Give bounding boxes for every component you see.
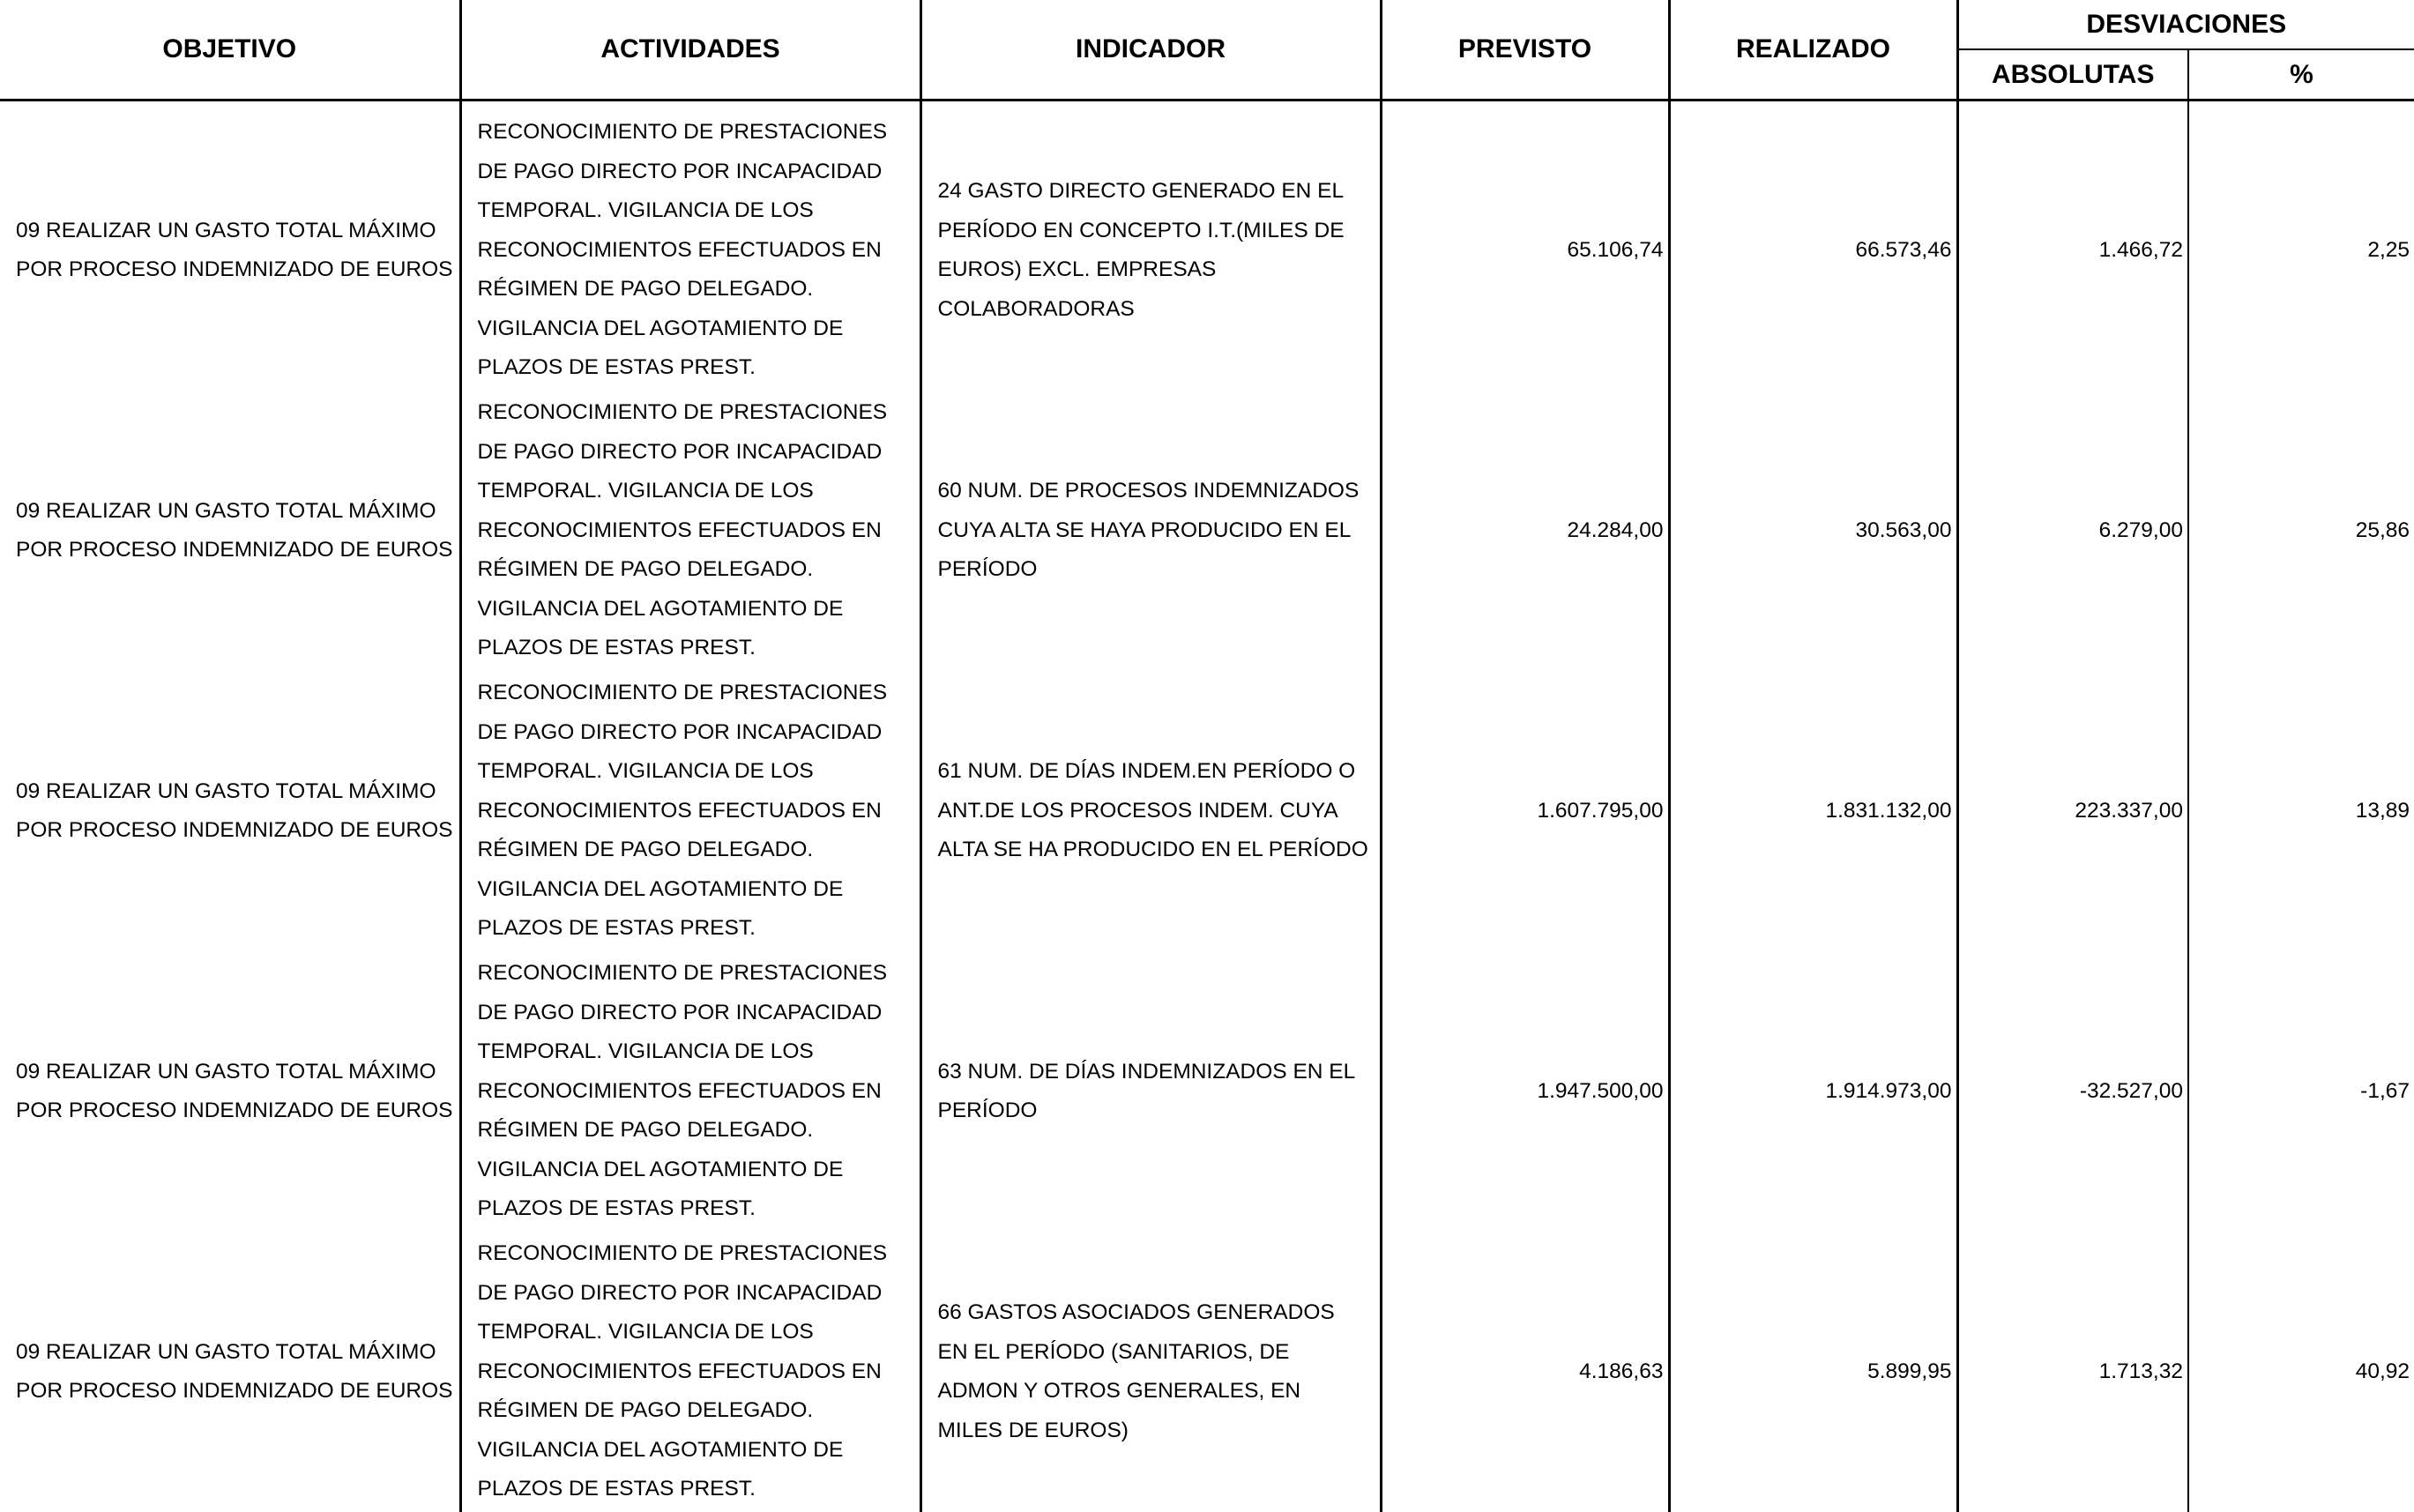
- cell-indicador-line: 66 GASTOS ASOCIADOS GENERADOS: [937, 1300, 1335, 1324]
- header-realizado: REALIZADO: [1669, 0, 1957, 101]
- cell-actividades-line: RÉGIMEN DE PAGO DELEGADO.: [477, 838, 814, 862]
- cell-actividades-line: RECONOCIMIENTOS EFECTUADOS EN: [477, 1078, 882, 1103]
- cell-objetivo-line: POR PROCESO INDEMNIZADO DE EUROS: [16, 818, 453, 842]
- table-row: [0, 671, 2414, 951]
- cell-actividades-line: RECONOCIMIENTOS EFECTUADOS EN: [477, 237, 882, 262]
- cell-actividades-line: DE PAGO DIRECTO POR INCAPACIDAD: [477, 1280, 883, 1305]
- cell-objetivo: [0, 391, 460, 671]
- cell-porcentaje: -1,67: [2188, 951, 2414, 1232]
- cell-actividades-line: PLAZOS DE ESTAS PREST.: [477, 916, 756, 941]
- cell-objetivo-line: 09 REALIZAR UN GASTO TOTAL MÁXIMO: [16, 1339, 436, 1364]
- cell-indicador-line: COLABORADORAS: [937, 296, 1135, 321]
- cell-objetivo: [0, 951, 460, 1232]
- cell-objetivo: [0, 671, 460, 951]
- cell-actividades-line: RÉGIMEN DE PAGO DELEGADO.: [477, 1398, 814, 1423]
- table-row: [0, 1232, 2414, 1512]
- cell-indicador-line: 63 NUM. DE DÍAS INDEMNIZADOS EN EL: [937, 1059, 1356, 1084]
- cell-porcentaje: 25,86: [2188, 391, 2414, 671]
- cell-realizado: 30.563,00: [1669, 391, 1957, 671]
- cell-actividades-line: DE PAGO DIRECTO POR INCAPACIDAD: [477, 1000, 883, 1024]
- cell-absolutas: -32.527,00: [1957, 951, 2188, 1232]
- cell-actividades-line: VIGILANCIA DEL AGOTAMIENTO DE: [477, 1437, 844, 1462]
- header-indicador: INDICADOR: [920, 0, 1381, 101]
- cell-previsto: 1.947.500,00: [1381, 951, 1669, 1232]
- cell-previsto: 4.186,63: [1381, 1232, 1669, 1512]
- cell-actividades: [460, 671, 920, 951]
- cell-indicador-line: PERÍODO EN CONCEPTO I.T.(MILES DE: [937, 218, 1345, 242]
- cell-indicador: [920, 671, 1381, 951]
- cell-actividades-line: RECONOCIMIENTOS EFECTUADOS EN: [477, 1359, 882, 1383]
- cell-actividades-line: RECONOCIMIENTO DE PRESTACIONES: [477, 1241, 888, 1266]
- cell-indicador-line: CUYA ALTA SE HAYA PRODUCIDO EN EL: [937, 518, 1352, 542]
- cell-actividades-line: RECONOCIMIENTO DE PRESTACIONES: [477, 681, 888, 705]
- table-row: [0, 951, 2414, 1232]
- cell-actividades-line: TEMPORAL. VIGILANCIA DE LOS: [477, 1039, 814, 1064]
- cell-indicador-line: PERÍODO: [937, 1099, 1038, 1122]
- cell-indicador-line: EN EL PERÍODO (SANITARIOS, DE: [937, 1339, 1290, 1364]
- cell-objetivo: [0, 1232, 460, 1512]
- cell-actividades-line: RECONOCIMIENTOS EFECTUADOS EN: [477, 518, 882, 542]
- cell-actividades-line: DE PAGO DIRECTO POR INCAPACIDAD: [477, 439, 883, 464]
- cell-indicador-line: PERÍODO: [937, 557, 1038, 582]
- cell-objetivo-line: 09 REALIZAR UN GASTO TOTAL MÁXIMO: [16, 498, 436, 523]
- cell-indicador-line: ALTA SE HA PRODUCIDO EN EL PERÍODO: [937, 838, 1368, 862]
- cell-objetivo-line: 09 REALIZAR UN GASTO TOTAL MÁXIMO: [16, 1059, 436, 1084]
- table-header: [0, 0, 2414, 101]
- cell-actividades-line: VIGILANCIA DEL AGOTAMIENTO DE: [477, 876, 844, 901]
- cell-indicador: [920, 1232, 1381, 1512]
- cell-actividades-line: PLAZOS DE ESTAS PREST.: [477, 636, 756, 660]
- cell-previsto: 24.284,00: [1381, 391, 1669, 671]
- cell-indicador-line: 60 NUM. DE PROCESOS INDEMNIZADOS: [937, 479, 1360, 503]
- table-body: [0, 101, 2414, 1512]
- cell-actividades-line: RÉGIMEN DE PAGO DELEGADO.: [477, 277, 814, 302]
- cell-actividades-line: TEMPORAL. VIGILANCIA DE LOS: [477, 759, 814, 784]
- cell-realizado: 5.899,95: [1669, 1232, 1957, 1512]
- cell-actividades-line: PLAZOS DE ESTAS PREST.: [477, 1196, 756, 1221]
- cell-actividades-line: VIGILANCIA DEL AGOTAMIENTO DE: [477, 1157, 844, 1181]
- cell-actividades-line: VIGILANCIA DEL AGOTAMIENTO DE: [477, 596, 844, 621]
- cell-objetivo-line: 09 REALIZAR UN GASTO TOTAL MÁXIMO: [16, 778, 436, 803]
- cell-actividades-line: RÉGIMEN DE PAGO DELEGADO.: [477, 1118, 814, 1143]
- cell-actividades: [460, 951, 920, 1232]
- cell-porcentaje: 40,92: [2188, 1232, 2414, 1512]
- header-objetivo: OBJETIVO: [162, 34, 297, 63]
- header-desviaciones: DESVIACIONES: [1957, 0, 2414, 49]
- header-absolutas: ABSOLUTAS: [1957, 49, 2188, 101]
- cell-porcentaje: 13,89: [2188, 671, 2414, 951]
- cell-objetivo: [0, 101, 460, 391]
- cell-absolutas: 1.713,32: [1957, 1232, 2188, 1512]
- cell-porcentaje: 2,25: [2188, 101, 2414, 391]
- cell-objetivo-line: 09 REALIZAR UN GASTO TOTAL MÁXIMO: [16, 218, 436, 242]
- cell-actividades: [460, 101, 920, 391]
- table-row: [0, 101, 2414, 391]
- table-row: [0, 391, 2414, 671]
- cell-actividades-line: DE PAGO DIRECTO POR INCAPACIDAD: [477, 719, 883, 744]
- cell-actividades: [460, 391, 920, 671]
- cell-absolutas: 1.466,72: [1957, 101, 2188, 391]
- cell-actividades-line: RECONOCIMIENTOS EFECTUADOS EN: [477, 798, 882, 823]
- cell-actividades-line: TEMPORAL. VIGILANCIA DE LOS: [477, 479, 814, 503]
- cell-previsto: 1.607.795,00: [1381, 671, 1669, 951]
- cell-actividades-line: TEMPORAL. VIGILANCIA DE LOS: [477, 1320, 814, 1344]
- cell-indicador-line: EUROS) EXCL. EMPRESAS: [937, 257, 1217, 281]
- cell-actividades-line: RECONOCIMIENTO DE PRESTACIONES: [477, 961, 888, 986]
- cell-previsto: 65.106,74: [1381, 101, 1669, 391]
- header-porcentaje: %: [2188, 49, 2414, 101]
- cell-actividades-line: PLAZOS DE ESTAS PREST.: [477, 1477, 756, 1501]
- cell-actividades-line: DE PAGO DIRECTO POR INCAPACIDAD: [477, 159, 883, 183]
- cell-indicador-line: ADMON Y OTROS GENERALES, EN: [937, 1379, 1301, 1403]
- cell-realizado: 1.831.132,00: [1669, 671, 1957, 951]
- cell-actividades: [460, 1232, 920, 1512]
- cell-indicador: [920, 391, 1381, 671]
- cell-indicador-line: MILES DE EUROS): [937, 1418, 1129, 1442]
- cell-actividades-line: TEMPORAL. VIGILANCIA DE LOS: [477, 198, 814, 223]
- header-previsto: PREVISTO: [1381, 0, 1669, 101]
- cell-objetivo-line: POR PROCESO INDEMNIZADO DE EUROS: [16, 1099, 453, 1122]
- cell-actividades-line: VIGILANCIA DEL AGOTAMIENTO DE: [477, 316, 844, 340]
- cell-objetivo-line: POR PROCESO INDEMNIZADO DE EUROS: [16, 1379, 453, 1403]
- header-actividades: ACTIVIDADES: [460, 0, 920, 101]
- cell-indicador: [920, 101, 1381, 391]
- cell-actividades-line: PLAZOS DE ESTAS PREST.: [477, 355, 756, 380]
- cell-actividades-line: RECONOCIMIENTO DE PRESTACIONES: [477, 400, 888, 425]
- cell-objetivo-line: POR PROCESO INDEMNIZADO DE EUROS: [16, 538, 453, 562]
- cell-realizado: 66.573,46: [1669, 101, 1957, 391]
- cell-actividades-line: RECONOCIMIENTO DE PRESTACIONES: [477, 120, 888, 145]
- cell-objetivo-line: POR PROCESO INDEMNIZADO DE EUROS: [16, 257, 453, 281]
- cell-absolutas: 6.279,00: [1957, 391, 2188, 671]
- cell-realizado: 1.914.973,00: [1669, 951, 1957, 1232]
- cell-indicador-line: ANT.DE LOS PROCESOS INDEM. CUYA: [937, 798, 1338, 823]
- cell-absolutas: 223.337,00: [1957, 671, 2188, 951]
- cell-actividades-line: RÉGIMEN DE PAGO DELEGADO.: [477, 557, 814, 582]
- cell-indicador-line: 61 NUM. DE DÍAS INDEM.EN PERÍODO O: [937, 759, 1356, 784]
- cell-indicador: [920, 951, 1381, 1232]
- cell-indicador-line: 24 GASTO DIRECTO GENERADO EN EL: [937, 179, 1345, 203]
